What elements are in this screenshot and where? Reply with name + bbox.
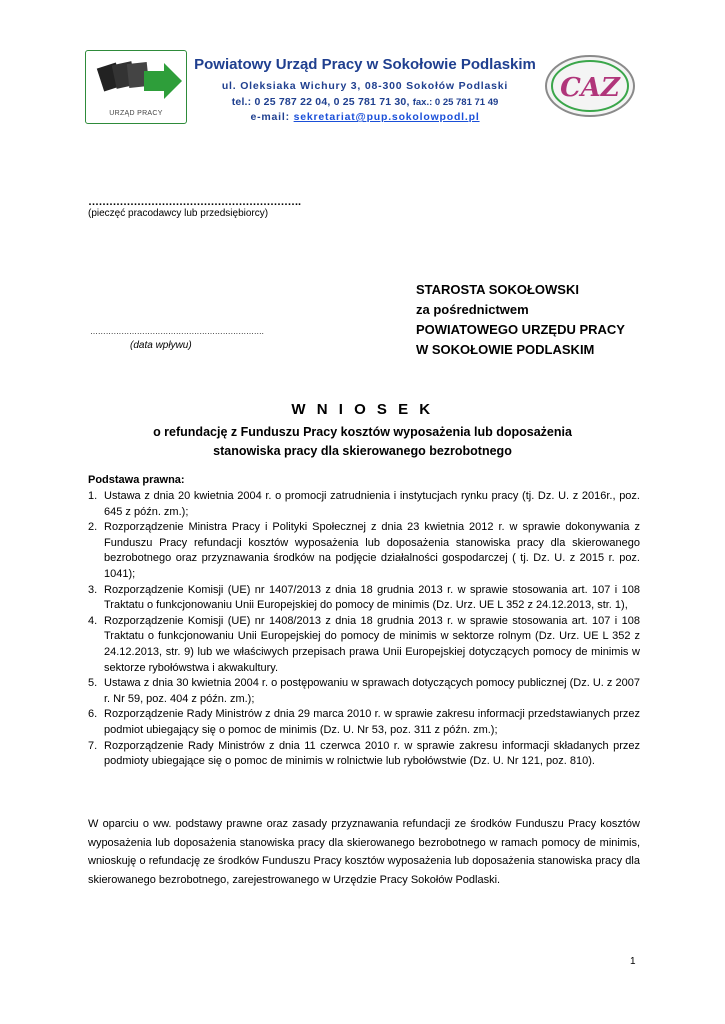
list-number: 4. [88, 614, 98, 627]
email-label: e-mail: [250, 111, 290, 123]
stamp-label: (pieczęć pracodawcy lub przedsiębiorcy) [88, 208, 269, 219]
list-text: Rozporządzenie Ministra Pracy i Polityki Społecznej z dnia 23 kwietnia 2012 r. w sprawie dokonywania z Funduszu Pracy refundacji kosztów wyposażenia lub doposażenia stanowiska pracy dla skierowanego bezrobotnego oraz przyznawania środków na podjęcie działalności gospodarczej ( tj. Dz. U. z 2015 r. poz. 1041); [104, 521, 640, 580]
list-number: 5. [88, 677, 98, 690]
addressee-line: W SOKOŁOWIE PODLASKIM [416, 342, 595, 357]
office-email [190, 111, 540, 123]
page-number: 1 [630, 956, 636, 967]
legal-basis-heading: Podstawa prawna: [88, 474, 185, 486]
phone-numbers: 0 25 787 22 04, 0 25 781 71 30, [254, 96, 410, 108]
legal-basis-list [88, 489, 640, 770]
list-text: Ustawa z dnia 30 kwietnia 2004 r. o postępowaniu w sprawach dotyczących pomocy publicznej (Dz. U. z 2007 r. Nr 59, poz. 404 z późn. zm.); [104, 677, 640, 705]
arrow-icon [144, 63, 182, 99]
list-number: 1. [88, 490, 98, 502]
phone-label: tel.: [231, 96, 252, 108]
document-subtitle: o refundację z Funduszu Pracy kosztów wyposażenia lub doposażenia stanowiska pracy dla skierowanego bezrobotnego [153, 425, 572, 458]
list-text: Rozporządzenie Rady Ministrów z dnia 29 marca 2010 r. w sprawie zakresu informacji przedstawianych przez podmiot ubiegający się o pomoc de minimis (Dz. U. Nr 53, poz. 311 z późn. zm.); [104, 708, 640, 736]
list-item [88, 520, 640, 582]
document-title: W N I O S E K [291, 401, 434, 418]
list-item [88, 707, 640, 738]
caz-text: CAZ [560, 73, 620, 103]
office-address: ul. Oleksiaka Wichury 3, 08-300 Sokołów Podlaski [221, 80, 509, 92]
list-item [88, 614, 640, 676]
list-number: 6. [88, 708, 98, 721]
office-name: Powiatowy Urząd Pracy w Sokołowie Podlaskim [194, 56, 536, 73]
list-item [88, 676, 640, 707]
office-phones [190, 96, 540, 108]
cards-icon [97, 61, 149, 91]
list-item [88, 583, 640, 614]
list-number: 2. [88, 521, 98, 534]
date-label: (data wpływu) [130, 340, 192, 351]
list-item [88, 489, 640, 520]
addressee-line: POWIATOWEGO URZĘDU PRACY [416, 322, 625, 337]
list-item [88, 739, 640, 770]
fax-number: fax.: 0 25 781 71 49 [412, 97, 499, 108]
email-link[interactable]: sekretariat@pup.sokolowpodl.pl [293, 111, 480, 123]
closing-paragraph: W oparciu o ww. podstawy prawne oraz zasady przyznawania refundacji ze środków Funduszu Pracy kosztów wyposażenia lub doposażenia stanowiska pracy dla skierowanego bezrobotnego w ramach pomocy de minimis, wnioskuję o refundację ze środków Funduszu Pracy kosztów wyposażenia lub doposażenia stanowiska pracy dla skierowanego bezrobotnego, zarejestrowanego w Urzędzie Pracy Sokołów Podlaski. [88, 818, 640, 886]
addressee-block [416, 280, 625, 360]
list-text: Ustawa z dnia 20 kwietnia 2004 r. o promocji zatrudnienia i instytucjach rynku pracy (tj. Dz. U. z 2016r., poz. 645 z późn. zm.); [104, 490, 640, 518]
addressee-line: STAROSTA SOKOŁOWSKI [416, 282, 579, 297]
pup-logo [85, 50, 187, 124]
list-number: 3. [88, 583, 98, 596]
logo-left-text: URZĄD PRACY [109, 110, 163, 117]
list-text: Rozporządzenie Komisji (UE) nr 1407/2013 z dnia 18 grudnia 2013 r. w sprawie stosowania art. 107 i 108 Traktatu o funkcjonowaniu Unii Europejskiej do pomocy de minimis (Dz. Urz. UE L 352 z 24.12.2013, str. 1), [104, 583, 640, 612]
list-number: 7. [88, 739, 98, 752]
addressee-line: za pośrednictwem [416, 302, 529, 317]
list-text: Rozporządzenie Rady Ministrów z dnia 11 czerwca 2010 r. w sprawie zakresu informacji składanych przez podmioty ubiegające się o pomoc de minimis w rolnictwie lub rybołówstwie (Dz. U. Nr 121, poz. 810). [104, 739, 640, 768]
caz-logo [540, 50, 640, 122]
list-text: Rozporządzenie Komisji (UE) nr 1408/2013 z dnia 18 grudnia 2013 r. w sprawie stosowania art. 107 i 108 Traktatu o funkcjonowaniu Unii Europejskiej do pomocy de minimis w sektorze rolnym (Dz. Urz. UE L 352 z 24.12.2013, str. 9) lub we właściwych przepisach prawa Unii Europejskiej dotyczących pomocy de minimis w sektorze rybołówstwa i akwakultury. [104, 614, 640, 674]
date-dots: …………………………………………………………. [90, 327, 264, 336]
stamp-dots: ……………………………………………………. [88, 196, 301, 208]
